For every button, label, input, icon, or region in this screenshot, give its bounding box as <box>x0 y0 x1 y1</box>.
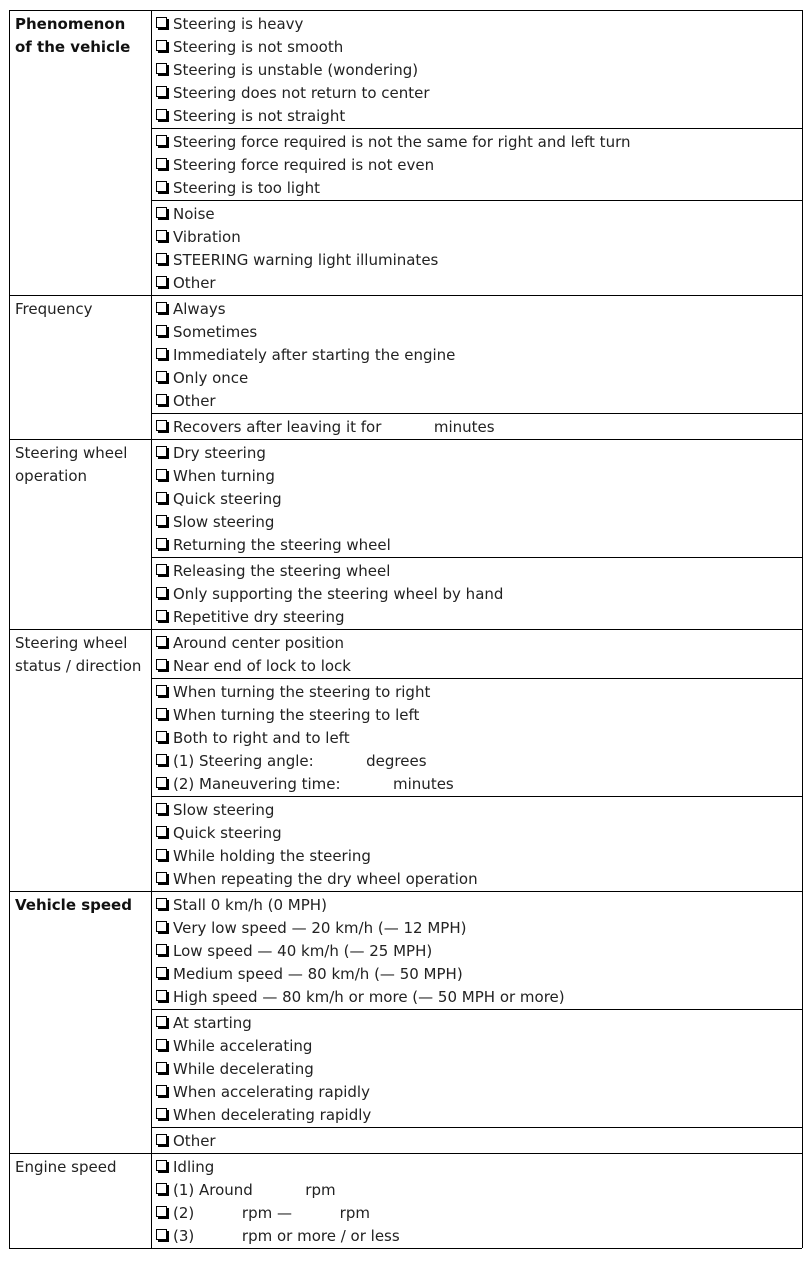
checklist-item[interactable] <box>155 442 391 465</box>
checklist-item[interactable] <box>155 940 565 963</box>
option-group <box>155 1156 400 1248</box>
checkbox-icon[interactable] <box>156 1183 167 1194</box>
checklist-item-label: Other <box>173 274 216 292</box>
checkbox-icon[interactable] <box>156 803 167 814</box>
section-divider <box>9 629 802 630</box>
checkbox-icon[interactable] <box>156 754 167 765</box>
option-group <box>155 894 565 1009</box>
checklist-item[interactable] <box>155 465 391 488</box>
checklist-item[interactable] <box>155 560 503 583</box>
checklist-item-label: Recovers after leaving it for minutes <box>173 418 495 436</box>
checklist-item-label: Other <box>173 1132 216 1150</box>
checklist-item-label: Steering is unstable (wondering) <box>173 61 419 79</box>
checklist-item-label: (3) rpm or more / or less <box>173 1227 400 1245</box>
option-group <box>155 416 495 439</box>
section-label: Steering wheel status / direction <box>15 634 142 675</box>
checklist-item-label: Low speed — 40 km/h (— 25 MPH) <box>173 942 433 960</box>
group-divider <box>151 678 802 679</box>
checklist-item[interactable] <box>155 1156 400 1179</box>
checkbox-icon[interactable] <box>156 731 167 742</box>
checkbox-icon[interactable] <box>156 636 167 647</box>
checklist-item[interactable] <box>155 963 565 986</box>
checklist-item[interactable] <box>155 1035 371 1058</box>
checklist-item[interactable] <box>155 226 438 249</box>
checkbox-icon[interactable] <box>156 1062 167 1073</box>
checkbox-icon[interactable] <box>156 420 167 431</box>
checkbox-icon[interactable] <box>156 40 167 51</box>
option-group <box>155 799 478 891</box>
section-label: Frequency <box>15 300 93 318</box>
group-divider <box>151 1009 802 1010</box>
option-group <box>155 1012 371 1127</box>
checkbox-icon[interactable] <box>156 515 167 526</box>
checklist-item-label: Very low speed — 20 km/h (— 12 MPH) <box>173 919 467 937</box>
checklist-item-label: While decelerating <box>173 1060 314 1078</box>
checklist-item-label: Steering force required is not the same for right and left turn <box>173 133 631 151</box>
checklist-item[interactable] <box>155 1104 371 1127</box>
checklist-item-label: Sometimes <box>173 323 258 341</box>
checkbox-icon[interactable] <box>156 394 167 405</box>
checklist-item-label: Always <box>173 300 226 318</box>
checklist-item[interactable] <box>155 1179 400 1202</box>
checklist-item[interactable] <box>155 534 391 557</box>
checklist-item-label: Dry steering <box>173 444 266 462</box>
checklist-item[interactable] <box>155 868 478 891</box>
checkbox-icon[interactable] <box>156 538 167 549</box>
checklist-item[interactable] <box>155 606 503 629</box>
checklist-item[interactable] <box>155 1130 216 1153</box>
checkbox-icon[interactable] <box>156 109 167 120</box>
checkbox-icon[interactable] <box>156 849 167 860</box>
checklist-item[interactable] <box>155 583 503 606</box>
checkbox-icon[interactable] <box>156 17 167 28</box>
checklist-item[interactable] <box>155 655 351 678</box>
checklist-item-label: Slow steering <box>173 513 275 531</box>
checklist-item[interactable] <box>155 773 454 796</box>
checklist-item-label: High speed — 80 km/h or more (— 50 MPH or more) <box>173 988 565 1006</box>
checklist-item-label: When turning the steering to left <box>173 706 420 724</box>
checkbox-icon[interactable] <box>156 181 167 192</box>
checkbox-icon[interactable] <box>156 610 167 621</box>
checkbox-icon[interactable] <box>156 276 167 287</box>
checklist-item[interactable] <box>155 131 631 154</box>
checkbox-icon[interactable] <box>156 1134 167 1145</box>
checkbox-icon[interactable] <box>156 230 167 241</box>
column-divider <box>151 10 152 1248</box>
checklist-item-label: When decelerating rapidly <box>173 1106 372 1124</box>
section-divider <box>9 439 802 440</box>
section-label: Vehicle speed <box>15 896 132 914</box>
checklist-item[interactable] <box>155 298 455 321</box>
checkbox-icon[interactable] <box>156 944 167 955</box>
checklist-item[interactable] <box>155 1225 400 1248</box>
checklist-item-label: Noise <box>173 205 215 223</box>
checklist-item-label: STEERING warning light illuminates <box>173 251 439 269</box>
checklist-item-label: (2) Maneuvering time: minutes <box>173 775 454 793</box>
section-label: Steering wheel operation <box>15 444 128 485</box>
checkbox-icon[interactable] <box>156 1160 167 1171</box>
checklist-item[interactable] <box>155 511 391 534</box>
section-divider <box>9 891 802 892</box>
checklist-item-label: When accelerating rapidly <box>173 1083 370 1101</box>
checklist-item-label: When turning the steering to right <box>173 683 431 701</box>
checklist-item[interactable] <box>155 203 438 226</box>
checklist-item[interactable] <box>155 105 430 128</box>
checklist-item[interactable] <box>155 704 454 727</box>
table-left-border <box>9 10 10 1248</box>
option-group <box>155 681 454 796</box>
checkbox-icon[interactable] <box>156 708 167 719</box>
checklist-item-label: At starting <box>173 1014 252 1032</box>
checklist-item[interactable] <box>155 321 455 344</box>
section-label: Phenomenon of the vehicle <box>15 15 131 56</box>
section-divider <box>9 1248 802 1249</box>
group-divider <box>151 200 802 201</box>
checklist-item[interactable] <box>155 488 391 511</box>
checkbox-icon[interactable] <box>156 1016 167 1027</box>
checklist-item[interactable] <box>155 750 454 773</box>
checklist-item[interactable] <box>155 272 438 295</box>
checkbox-icon[interactable] <box>156 1085 167 1096</box>
checklist-item-label: Steering is too light <box>173 179 320 197</box>
checkbox-icon[interactable] <box>156 302 167 313</box>
checkbox-icon[interactable] <box>156 158 167 169</box>
checkbox-icon[interactable] <box>156 1108 167 1119</box>
checklist-item-label: (1) Around rpm <box>173 1181 336 1199</box>
section-divider <box>9 295 802 296</box>
checklist-item-label: Repetitive dry steering <box>173 608 345 626</box>
checklist-item-label: While accelerating <box>173 1037 313 1055</box>
checklist-item[interactable] <box>155 59 430 82</box>
checkbox-icon[interactable] <box>156 446 167 457</box>
checklist-item[interactable] <box>155 1012 371 1035</box>
checkbox-icon[interactable] <box>156 86 167 97</box>
checkbox-icon[interactable] <box>156 777 167 788</box>
checkbox-icon[interactable] <box>156 1229 167 1240</box>
checklist-item-label: Medium speed — 80 km/h (— 50 MPH) <box>173 965 463 983</box>
checklist-item[interactable] <box>155 154 631 177</box>
checkbox-icon[interactable] <box>156 253 167 264</box>
checklist-item-label: Stall 0 km/h (0 MPH) <box>173 896 327 914</box>
option-group <box>155 298 455 413</box>
option-group <box>155 203 438 295</box>
checkbox-icon[interactable] <box>156 1039 167 1050</box>
checkbox-icon[interactable] <box>156 371 167 382</box>
checklist-item-label: Quick steering <box>173 490 282 508</box>
group-divider <box>151 796 802 797</box>
checklist-item-label: Releasing the steering wheel <box>173 562 391 580</box>
checkbox-icon[interactable] <box>156 492 167 503</box>
checklist-item-label: Idling <box>173 1158 215 1176</box>
checkbox-icon[interactable] <box>156 63 167 74</box>
checklist-item-label: While holding the steering <box>173 847 371 865</box>
checkbox-icon[interactable] <box>156 872 167 883</box>
checklist-item[interactable] <box>155 917 565 940</box>
checklist-item[interactable] <box>155 894 565 917</box>
checklist-item[interactable] <box>155 845 478 868</box>
checkbox-icon[interactable] <box>156 967 167 978</box>
checklist-item[interactable] <box>155 1058 371 1081</box>
checklist-item[interactable] <box>155 1081 371 1104</box>
checklist-item-label: Steering force required is not even <box>173 156 435 174</box>
option-group <box>155 632 351 678</box>
checklist-item-label: Both to right and to left <box>173 729 350 747</box>
option-group <box>155 1130 216 1153</box>
checklist-item[interactable] <box>155 82 430 105</box>
checkbox-icon[interactable] <box>156 1206 167 1217</box>
group-divider <box>151 128 802 129</box>
checkbox-icon[interactable] <box>156 207 167 218</box>
checklist-item-label: Near end of lock to lock <box>173 657 351 675</box>
checklist-item-label: Only once <box>173 369 249 387</box>
checklist-item[interactable] <box>155 986 565 1009</box>
checkbox-icon[interactable] <box>156 990 167 1001</box>
checklist-item-label: (2) rpm — rpm <box>173 1204 370 1222</box>
section-divider <box>9 1153 802 1154</box>
group-divider <box>151 557 802 558</box>
checklist-item[interactable] <box>155 416 495 439</box>
checkbox-icon[interactable] <box>156 348 167 359</box>
checklist-item-label: Other <box>173 392 216 410</box>
table-right-border <box>802 10 803 1248</box>
checklist-item[interactable] <box>155 177 631 200</box>
checklist-item-label: Steering is not straight <box>173 107 346 125</box>
checkbox-icon[interactable] <box>156 921 167 932</box>
checklist-item[interactable] <box>155 822 478 845</box>
option-group <box>155 131 631 200</box>
checkbox-icon[interactable] <box>156 826 167 837</box>
checkbox-icon[interactable] <box>156 564 167 575</box>
checklist-item-label: Vibration <box>173 228 241 246</box>
checklist-item-label: Steering is not smooth <box>173 38 344 56</box>
checklist-item-label: Only supporting the steering wheel by hand <box>173 585 504 603</box>
option-group <box>155 13 430 128</box>
checklist-item[interactable] <box>155 799 478 822</box>
checklist-item-label: Around center position <box>173 634 345 652</box>
table-top-border <box>9 10 802 11</box>
checklist-item[interactable] <box>155 632 351 655</box>
checklist-item[interactable] <box>155 367 455 390</box>
checklist-item[interactable] <box>155 13 430 36</box>
option-group <box>155 442 391 557</box>
checkbox-icon[interactable] <box>156 325 167 336</box>
group-divider <box>151 413 802 414</box>
checklist-item-label: When repeating the dry wheel operation <box>173 870 478 888</box>
checklist-item-label: Steering does not return to center <box>173 84 430 102</box>
group-divider <box>151 1127 802 1128</box>
checklist-item-label: Immediately after starting the engine <box>173 346 456 364</box>
checklist-item-label: Quick steering <box>173 824 282 842</box>
checkbox-icon[interactable] <box>156 659 167 670</box>
section-label: Engine speed <box>15 1158 117 1176</box>
checklist-item[interactable] <box>155 390 455 413</box>
checklist-item[interactable] <box>155 681 454 704</box>
checklist-item[interactable] <box>155 727 454 750</box>
checklist-item[interactable] <box>155 36 430 59</box>
checklist-item[interactable] <box>155 344 455 367</box>
checkbox-icon[interactable] <box>156 685 167 696</box>
checkbox-icon[interactable] <box>156 898 167 909</box>
option-group <box>155 560 503 629</box>
checklist-table <box>9 10 802 1256</box>
checklist-item-label: Slow steering <box>173 801 275 819</box>
checklist-item-label: (1) Steering angle: degrees <box>173 752 427 770</box>
checklist-item-label: When turning <box>173 467 275 485</box>
checklist-item[interactable] <box>155 1202 400 1225</box>
checkbox-icon[interactable] <box>156 587 167 598</box>
checklist-item-label: Steering is heavy <box>173 15 304 33</box>
checklist-item-label: Returning the steering wheel <box>173 536 391 554</box>
checkbox-icon[interactable] <box>156 469 167 480</box>
checklist-item[interactable] <box>155 249 438 272</box>
checkbox-icon[interactable] <box>156 135 167 146</box>
